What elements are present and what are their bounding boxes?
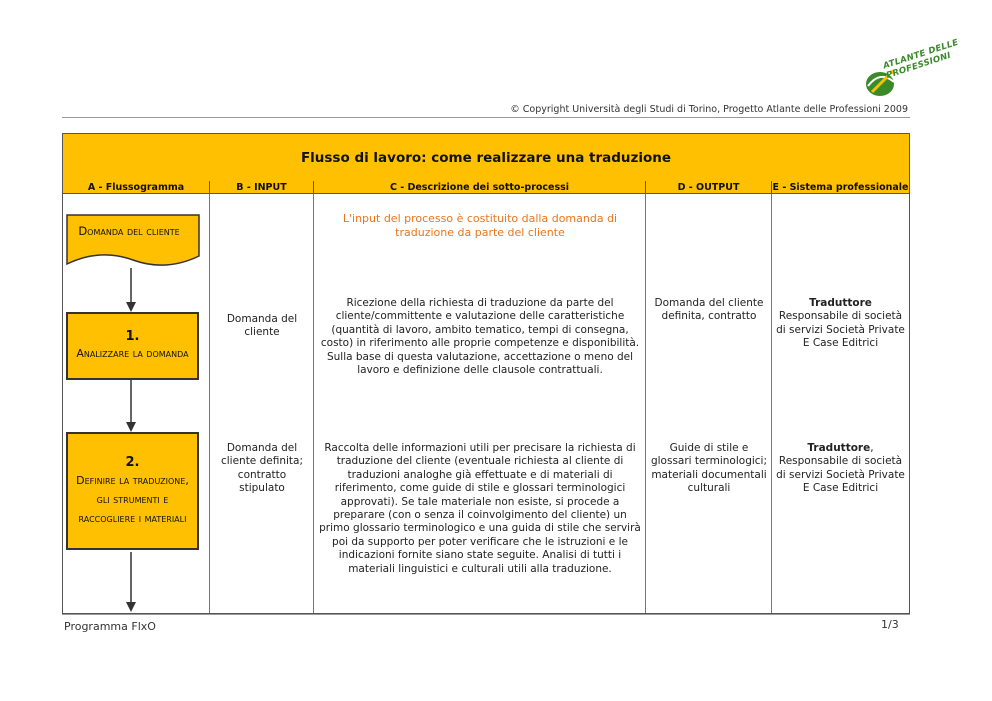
column-divider	[209, 194, 210, 613]
row2-output: Guide di stile e glossari terminologici; materiali documentali culturali	[650, 442, 768, 495]
professional-roles: Responsabile di società di servizi Società Private E Case Editrici	[776, 310, 905, 350]
row1-description: Ricezione della richiesta di traduzione da parte del cliente/committente e valutazione delle caratteristiche (quantità di lavoro, ambito tematico, tempi di consegna, costo) in riferimento alle proprie competenze e disponibilità. Sulla base di questa valutazione, accettazione o meno del lavoro e definizione delle clausole contrattuali.	[320, 297, 640, 377]
page-number: 1/3	[881, 618, 899, 631]
professional-title: Traduttore	[807, 442, 871, 454]
professional-roles: Responsabile di società di servizi Società Private E Case Editrici	[776, 455, 905, 495]
footer-divider	[62, 614, 910, 615]
professional-title-suffix: ,	[870, 442, 874, 454]
logo-text: ATLANTE DELLE PROFESSIONI	[882, 37, 960, 82]
row2-input: Domanda del cliente definita; contratto stipulato	[220, 442, 304, 495]
start-description: L'input del processo è costituito dalla domanda di traduzione da parte del cliente	[342, 212, 618, 239]
arrow-down-icon	[124, 552, 138, 614]
column-header-professional: E - Sistema professionale	[772, 182, 909, 193]
column-header-output: D - OUTPUT	[646, 181, 772, 194]
footer-program-label: Programma FlxO	[64, 620, 156, 633]
step-label: Definire la traduzione, gli strumenti e raccogliere i materiali	[76, 473, 189, 525]
step-label: Analizzare la domanda	[76, 347, 189, 360]
row2-professional	[775, 442, 906, 496]
arrow-down-icon	[124, 380, 138, 434]
column-header-input: B - INPUT	[210, 181, 314, 194]
step-number: 1.	[125, 329, 140, 344]
column-divider	[771, 194, 772, 613]
column-divider	[645, 194, 646, 613]
copyright-text: © Copyright Università degli Studi di Torino, Progetto Atlante delle Professioni 2009	[510, 104, 908, 115]
row2-description: Raccolta delle informazioni utili per precisare la richiesta di traduzione del cliente (eventuale richiesta al cliente di traduzioni analoghe già effettuate e di materiali di riferimento, come guide di stile e glossari terminologici approvati). Se tale materiale non esiste, si procede a preparare (con o senza il coinvolgimento del cliente) un primo glossario terminologico e una guida di stile che servirà poi da supporto per poter verificare che le istruzioni e le indicazioni fornite siano state seguite. Analisi di tutti i materiali linguistici e culturali utili alla traduzione.	[319, 442, 641, 575]
column-header-flowchart: A - Flussogramma	[63, 181, 210, 194]
table-title: Flusso di lavoro: come realizzare una traduzione	[63, 134, 909, 182]
step-number: 2.	[125, 454, 140, 470]
row1-input: Domanda del cliente	[226, 313, 298, 339]
column-divider	[313, 194, 314, 613]
step-box-2	[66, 432, 199, 550]
header-divider	[62, 117, 910, 118]
row1-professional	[775, 297, 906, 351]
arrow-down-icon	[124, 268, 138, 314]
professional-title: Traduttore	[809, 297, 872, 309]
step-box-1	[66, 312, 199, 380]
flow-start-label: Domanda del cliente	[78, 224, 180, 238]
row1-output: Domanda del cliente definita, contratto	[654, 297, 764, 323]
column-header-description: C - Descrizione dei sotto-processi	[314, 181, 646, 194]
